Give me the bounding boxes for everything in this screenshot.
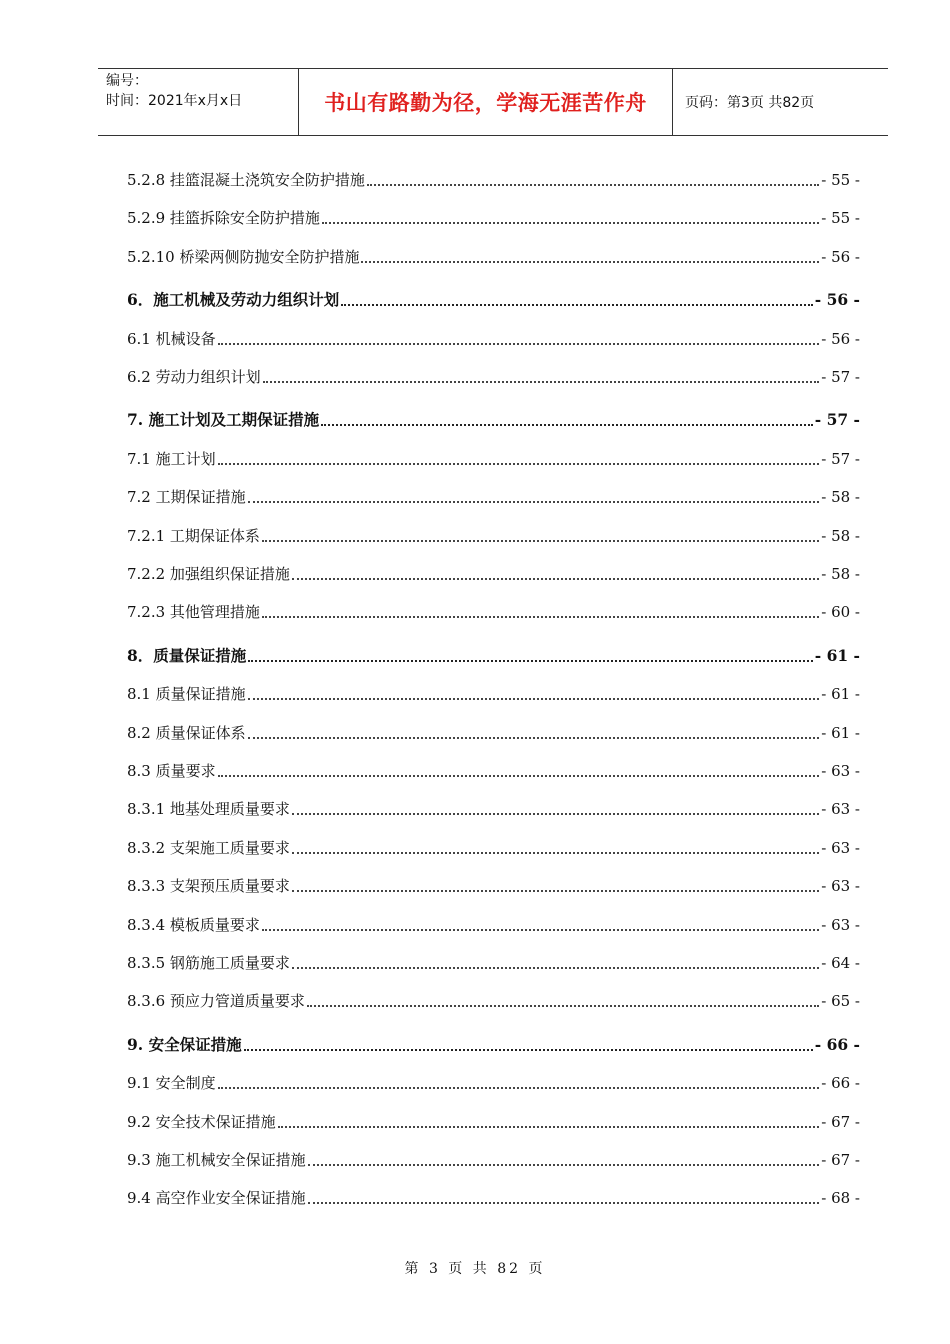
time-label: 时间：2021年x月x日	[106, 93, 243, 109]
toc-entry-page: - 57 -	[821, 449, 860, 468]
toc-leader-dots	[248, 698, 820, 700]
toc-entry-title: 8.3.2 支架施工质量要求	[127, 838, 290, 857]
toc-leader-dots	[263, 381, 820, 383]
toc-entry[interactable]	[127, 872, 860, 896]
toc-leader-dots	[278, 1126, 820, 1128]
toc-entry-title: 7. 施工计划及工期保证措施	[127, 410, 320, 430]
toc-entry-page: - 63 -	[821, 877, 860, 896]
header-motto: 书山有路勤为径，学海无涯苦作舟	[299, 69, 673, 135]
toc-leader-dots	[262, 616, 819, 618]
toc-entry-title: 7.1 施工计划	[127, 449, 216, 468]
toc-entry[interactable]	[127, 243, 860, 267]
toc-entry-title: 8.3 质量要求	[127, 762, 216, 780]
toc-entry-title: 8.3.4 模板质量要求	[127, 915, 260, 934]
toc-entry-page: - 64 -	[821, 954, 860, 972]
toc-entry-page: - 66 -	[821, 1074, 860, 1093]
toc-entry-title: 9. 安全保证措施	[127, 1034, 242, 1054]
toc-leader-dots	[262, 929, 819, 931]
toc-leader-dots	[367, 184, 819, 186]
toc-entry[interactable]	[127, 325, 860, 349]
toc-leader-dots	[308, 1164, 820, 1166]
toc-entry[interactable]	[127, 166, 860, 190]
toc-leader-dots	[292, 967, 819, 969]
toc-entry-title: 7.2.3 其他管理措施	[127, 603, 260, 622]
page-footer: 第 3 页 共 82 页	[404, 1261, 546, 1277]
toc-leader-dots	[361, 261, 819, 263]
toc-entry[interactable]	[127, 1184, 860, 1208]
toc-leader-dots	[322, 222, 819, 224]
toc-entry[interactable]	[127, 522, 860, 546]
toc-entry-title: 9.3 施工机械安全保证措施	[127, 1151, 306, 1169]
toc-leader-dots	[292, 890, 819, 892]
toc-leader-dots	[218, 1087, 820, 1089]
toc-entry-page: - 63 -	[821, 838, 860, 857]
toc-leader-dots	[218, 343, 820, 345]
page-info-text: 页码：第3页 共82页	[685, 95, 815, 111]
toc-entry-title: 8.1 质量保证措施	[127, 685, 246, 704]
toc-entry-title: 8.3.1 地基处理质量要求	[127, 800, 290, 819]
toc-leader-dots	[262, 540, 819, 542]
toc-entry-title: 6.2 劳动力组织计划	[127, 368, 261, 386]
toc-leader-dots	[248, 737, 820, 739]
toc-entry[interactable]	[127, 987, 860, 1011]
toc-chapter-entry[interactable]	[127, 406, 860, 430]
toc-entry[interactable]	[127, 363, 860, 387]
toc-leader-dots	[292, 813, 819, 815]
code-label: 编号：	[106, 73, 148, 89]
toc-entry-page: - 57 -	[821, 368, 860, 386]
header-page-info	[673, 69, 888, 135]
toc-entry-page: - 60 -	[821, 603, 860, 622]
toc-leader-dots	[244, 1049, 813, 1051]
toc-entry-page: - 58 -	[821, 488, 860, 507]
toc-entry-page: - 58 -	[821, 526, 860, 545]
toc-entry[interactable]	[127, 680, 860, 704]
toc-leader-dots	[321, 424, 813, 426]
toc-leader-dots	[248, 501, 820, 503]
toc-entry-title: 5.2.10 桥梁两侧防抛安全防护措施	[127, 247, 360, 266]
toc-entry-page: - 56 -	[821, 329, 860, 348]
toc-entry-title: 9.2 安全技术保证措施	[127, 1112, 276, 1131]
toc-entry-page: - 58 -	[821, 565, 860, 583]
page-header	[98, 68, 888, 136]
toc-leader-dots	[218, 463, 820, 465]
header-meta	[98, 69, 299, 135]
toc-entry-page: - 57 -	[814, 410, 860, 430]
toc-entry-title: 8.3.3 支架预压质量要求	[127, 877, 290, 896]
toc-entry-page: - 67 -	[821, 1151, 860, 1169]
toc-entry-title: 6．施工机械及劳动力组织计划	[127, 290, 340, 310]
toc-entry-page: - 68 -	[821, 1189, 860, 1208]
toc-entry[interactable]	[127, 795, 860, 819]
toc-entry[interactable]	[127, 719, 860, 743]
toc-entry-title: 8．质量保证措施	[127, 645, 247, 665]
toc-entry[interactable]	[127, 1069, 860, 1093]
toc-entry[interactable]	[127, 483, 860, 507]
toc-entry[interactable]	[127, 911, 860, 935]
toc-entry-page: - 61 -	[821, 723, 860, 742]
toc-entry-page: - 65 -	[821, 992, 860, 1011]
toc-entry[interactable]	[127, 560, 860, 584]
toc-chapter-entry[interactable]	[127, 642, 860, 666]
toc-entry-title: 7.2 工期保证措施	[127, 488, 246, 507]
toc-entry-page: - 55 -	[821, 209, 860, 228]
toc-entry-page: - 61 -	[821, 685, 860, 704]
toc-entry[interactable]	[127, 1108, 860, 1132]
toc-entry[interactable]	[127, 949, 860, 973]
toc-leader-dots	[218, 775, 820, 777]
toc-entry-title: 8.2 质量保证体系	[127, 723, 246, 742]
toc-entry-page: - 55 -	[821, 171, 860, 189]
toc-chapter-entry[interactable]	[127, 286, 860, 310]
toc-entry-page: - 61 -	[814, 645, 860, 665]
toc-entry[interactable]	[127, 1146, 860, 1170]
toc-entry-title: 8.3.6 预应力管道质量要求	[127, 992, 305, 1011]
toc-entry-title: 8.3.5 钢筋施工质量要求	[127, 954, 290, 972]
toc-chapter-entry[interactable]	[127, 1031, 860, 1055]
toc-entry-page: - 66 -	[814, 1034, 860, 1054]
toc-entry[interactable]	[127, 834, 860, 858]
toc-entry[interactable]	[127, 445, 860, 469]
toc-entry-title: 7.2.1 工期保证体系	[127, 526, 260, 545]
toc-leader-dots	[307, 1005, 819, 1007]
toc-entry-title: 9.1 安全制度	[127, 1074, 216, 1093]
toc-entry-page: - 56 -	[821, 247, 860, 266]
toc-leader-dots	[292, 578, 819, 580]
toc-entry-page: - 67 -	[821, 1112, 860, 1131]
toc-entry-title: 5.2.9 挂篮拆除安全防护措施	[127, 209, 320, 228]
toc-entry[interactable]	[127, 598, 860, 622]
toc-entry-page: - 63 -	[821, 800, 860, 819]
toc-entry[interactable]	[127, 757, 860, 781]
toc-entry-page: - 63 -	[821, 762, 860, 780]
toc-entry-title: 9.4 高空作业安全保证措施	[127, 1189, 306, 1208]
toc-entry[interactable]	[127, 204, 860, 228]
toc-entry-page: - 56 -	[814, 290, 860, 310]
toc-entry-page: - 63 -	[821, 915, 860, 934]
toc-leader-dots	[308, 1202, 820, 1204]
toc-leader-dots	[341, 304, 812, 306]
toc-entry-title: 5.2.8 挂篮混凝土浇筑安全防护措施	[127, 171, 365, 189]
toc-entry-title: 6.1 机械设备	[127, 329, 216, 348]
toc-leader-dots	[248, 660, 812, 662]
toc-entry-title: 7.2.2 加强组织保证措施	[127, 565, 290, 583]
toc-leader-dots	[292, 852, 819, 854]
